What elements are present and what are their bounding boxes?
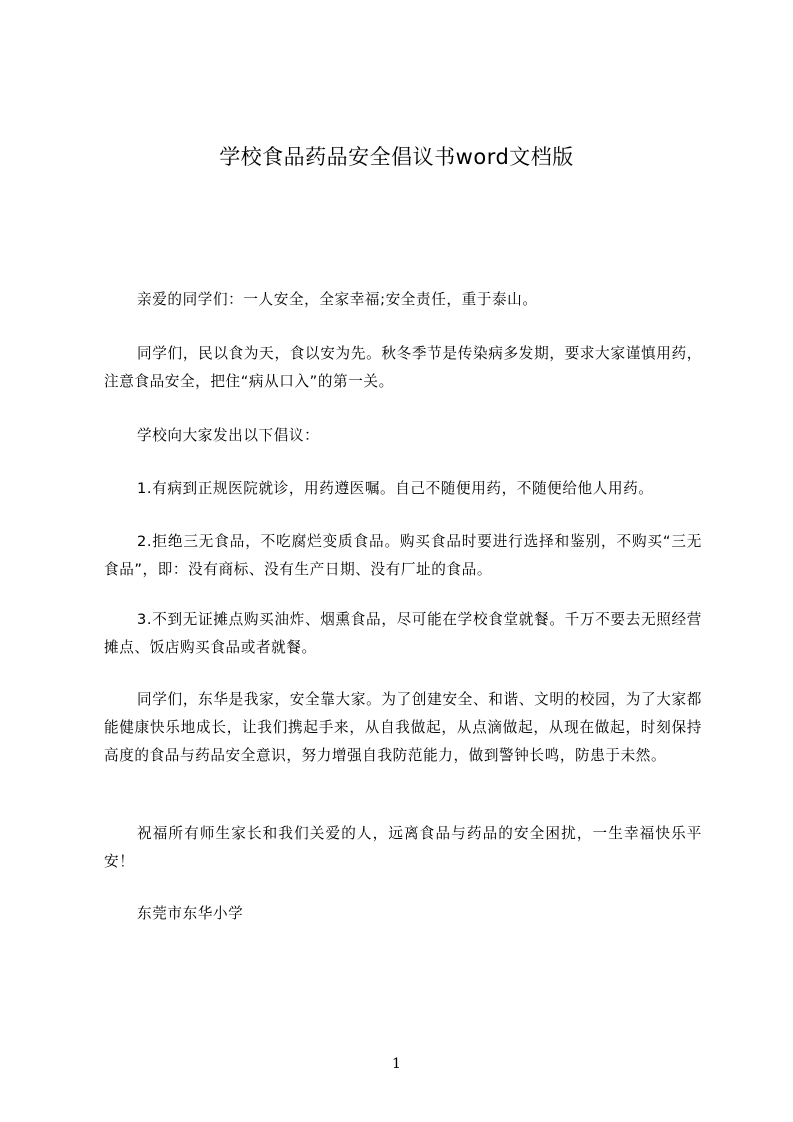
signature: 东莞市东华小学 [137,905,244,922]
document-title: 学校食品药品安全倡议书word文档版 [219,145,574,169]
proposal-item-3: 3.不到无证摊点购买油炸、烟熏食品，尽可能在学校食堂就餐。千万不要去无照经营摊点、饭店购买食品或者就餐。 [104,611,702,656]
call-to-action-paragraph: 同学们，东华是我家，安全靠大家。为了创建安全、和谐、文明的校园，为了大家都能健康快乐地成长，让我们携起手来，从自我做起，从点滴做起，从现在做起，时刻保持高度的食品与药品安全意识，努力增强自我防范能力，做到警钟长鸣，防患于未然。 [104,691,702,764]
proposal-item-2: 2.拒绝三无食品，不吃腐烂变质食品。购买食品时要进行选择和鉴别，不购买“三无食品”，即：没有商标、没有生产日期、没有厂址的食品。 [104,533,702,578]
page-number: 1 [392,1056,401,1072]
intro-paragraph: 同学们，民以食为天，食以安为先。秋冬季节是传染病多发期，要求大家谨慎用药，注意食品安全，把住“病从口入”的第一关。 [104,345,702,390]
blessing-paragraph: 祝福所有师生家长和我们关爱的人，远离食品与药品的安全困扰，一生幸福快乐平安！ [104,825,702,870]
greeting-paragraph: 亲爱的同学们：一人安全，全家幸福;安全责任，重于泰山。 [137,291,538,308]
proposal-item-1: 1.有病到正规医院就诊，用药遵医嘱。自己不随便用药，不随便给他人用药。 [137,480,654,497]
proposal-heading: 学校向大家发出以下倡议： [137,427,320,444]
